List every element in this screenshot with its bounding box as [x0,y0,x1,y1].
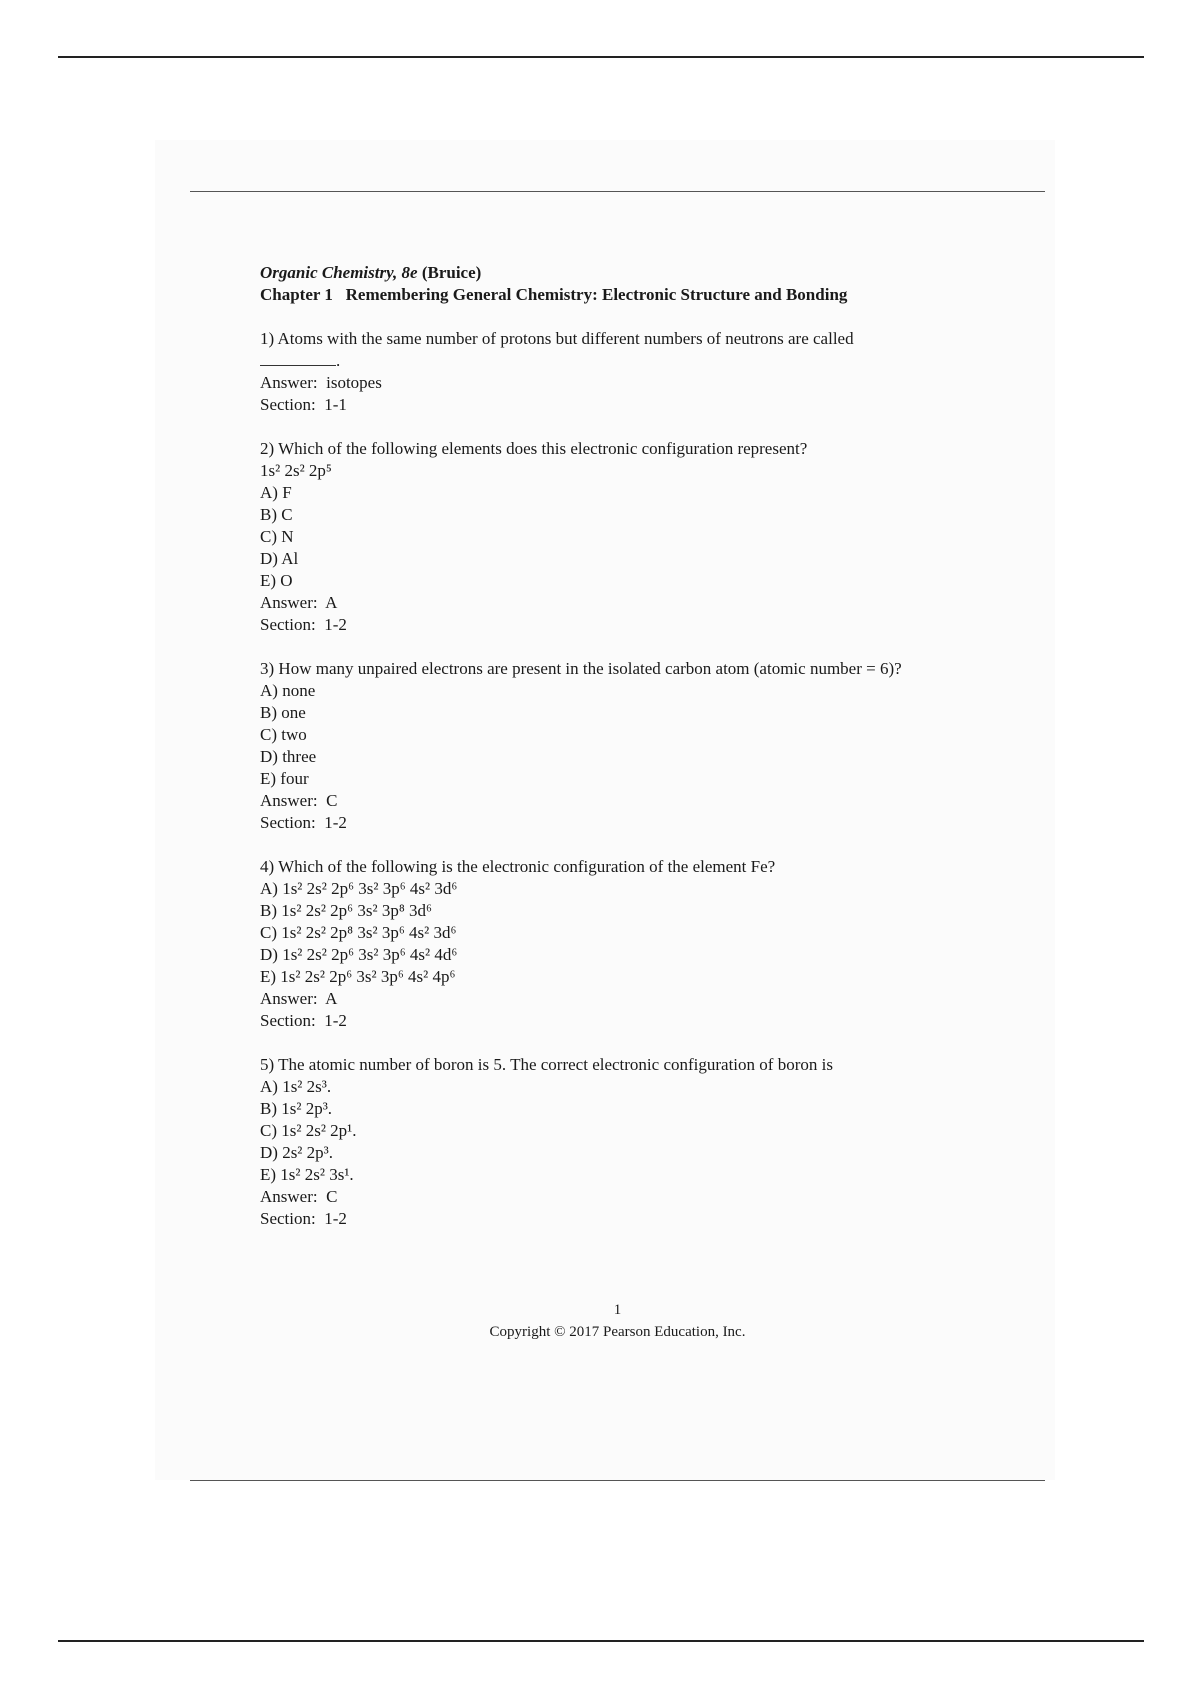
option: D) 2s² 2p³. [260,1143,333,1162]
option: B) C [260,505,293,524]
option: C) 1s² 2s² 2p⁸ 3s² 3p⁶ 4s² 3d⁶ [260,923,457,942]
viewer-top-rule [58,56,1144,58]
option: E) four [260,769,309,788]
answer-line: Answer: C [260,1187,338,1206]
option: C) 1s² 2s² 2p¹. [260,1121,357,1140]
page-content [260,262,1000,1230]
option: D) Al [260,549,299,568]
page-number: 1 [613,1302,622,1318]
question-stem: 5) The atomic number of boron is 5. The correct electronic configuration of boron is [260,1055,833,1074]
section-line: Section: 1-2 [260,615,347,634]
question-stem: 4) Which of the following is the electronic configuration of the element Fe? [260,857,776,876]
book-title-author: (Bruice) [417,263,482,282]
answer-line: Answer: isotopes [260,373,382,392]
option: A) 1s² 2s² 2p⁶ 3s² 3p⁶ 4s² 3d⁶ [260,879,458,898]
page-top-rule [190,191,1045,192]
question-2 [260,438,1000,636]
answer-blank [260,351,336,366]
option: B) 1s² 2s² 2p⁶ 3s² 3p⁸ 3d⁶ [260,901,432,920]
question-3 [260,658,1000,834]
section-line: Section: 1-2 [260,813,347,832]
option: E) 1s² 2s² 3s¹. [260,1165,354,1184]
chapter-title: Chapter 1 Remembering General Chemistry: Electronic Structure and Bonding [260,285,848,304]
question-stem: 3) How many unpaired electrons are present in the isolated carbon atom (atomic number = 6)? [260,659,902,678]
page-bottom-rule [190,1480,1045,1481]
copyright-notice: Copyright © 2017 Pearson Education, Inc. [489,1324,746,1340]
section-line: Section: 1-2 [260,1011,347,1030]
option: E) O [260,571,293,590]
option: C) N [260,527,294,546]
book-title [260,262,1000,284]
option: A) 1s² 2s³. [260,1077,332,1096]
option: D) three [260,747,317,766]
answer-line: Answer: C [260,791,338,810]
section-line: Section: 1-1 [260,395,347,414]
section-line: Section: 1-2 [260,1209,347,1228]
option: A) none [260,681,316,700]
question-5 [260,1054,1000,1230]
answer-line: Answer: A [260,593,338,612]
question-1 [260,328,1000,416]
option: C) two [260,725,307,744]
option: D) 1s² 2s² 2p⁶ 3s² 3p⁶ 4s² 4d⁶ [260,945,458,964]
viewer-bottom-rule [58,1640,1144,1642]
book-title-italic: Organic Chemistry, 8e [260,263,418,282]
electron-configuration: 1s² 2s² 2p⁵ [260,461,332,480]
answer-line: Answer: A [260,989,338,1008]
answer-blank-suffix: . [336,351,341,370]
option: E) 1s² 2s² 2p⁶ 3s² 3p⁶ 4s² 4p⁶ [260,967,456,986]
question-stem: 2) Which of the following elements does this electronic configuration represent? [260,439,808,458]
option: A) F [260,483,292,502]
question-4 [260,856,1000,1032]
answer-blank-line [260,350,1000,372]
option: B) one [260,703,306,722]
question-stem: 1) Atoms with the same number of protons but different numbers of neutrons are called [260,329,854,348]
option: B) 1s² 2p³. [260,1099,333,1118]
